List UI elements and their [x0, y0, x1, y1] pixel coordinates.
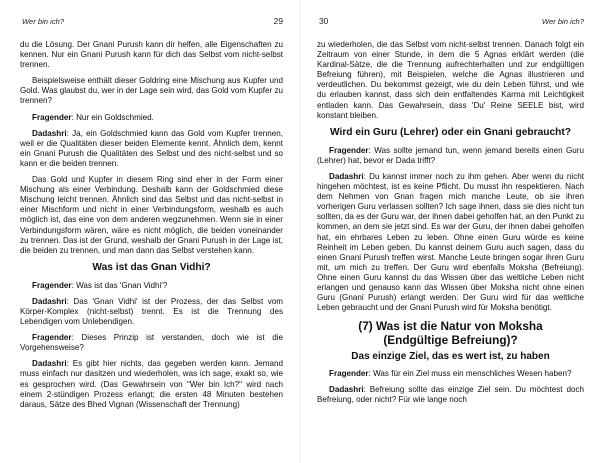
speaker-label: Dadashri: [32, 359, 67, 369]
speaker-label: Dadashri: [329, 385, 364, 395]
left-page-header: [20, 16, 283, 26]
dialogue-paragraph: [20, 359, 283, 409]
chapter-heading-line2: (Endgültige Befreiung)?: [383, 333, 518, 348]
speaker-label: Fragender: [329, 145, 369, 155]
gutter-divider: [299, 0, 300, 463]
dialogue-paragraph: [20, 281, 283, 291]
paragraph: zu wiederholen, die das Selbst vom nicht-selbst trennen. Danach folgt ein Zeitraum von einer Stunde, in dem die 5 Agnas erklärt werden (die Kardinal-Sätze, die die Trennung aufrechterhalten und zur endgültigen Befreiung führen), mit Beispielen, welche die Agnas illustrieren und verdeutlichen. Du bekommst gezeigt, wie du dein Leben führst, und wie du erlauben kannst, dass sich dein entfaltendes Karma mit Leichtigkeit entladen kann. Das Gewahrsein, dass 'Du' Reine SEELE bist, wird konstant bleiben.: [317, 40, 584, 120]
dialogue-paragraph: [317, 385, 584, 405]
chapter-heading: [317, 319, 584, 347]
right-page: [309, 0, 600, 463]
dialogue-text: : Was ist das 'Gnan Vidhi'?: [71, 280, 168, 290]
dialogue-text: : Dieses Prinzip ist verstanden, doch wie ist die Vorgehensweise?: [20, 333, 283, 353]
section-heading: Wird ein Guru (Lehrer) oder ein Gnani gebraucht?: [329, 126, 572, 138]
running-head: Wer bin ich?: [541, 17, 584, 26]
left-page: [0, 0, 293, 463]
dialogue-text: : Es gibt hier nichts, das gegeben werden kann. Jemand muss einfach nur dasitzen und wiederholen, was ich sage, exakt so, wie es gesprochen wird. (Das Gewahrsein von "Wer bin Ich?" wird nach einem 2-stündigen Prozess erlangt; die ersten 48 Minuten bestehen daraus, Sätze des Bhed Vignan (Wissenschaft der Trennung): [20, 359, 283, 409]
speaker-label: Fragender: [329, 369, 369, 379]
dialogue-text: : Das 'Gnan Vidhi' ist der Prozess, der das Selbst vom Körper-Komplex (nicht-selbst) trennt. Es ist die Trennung des Lebendigen vom Unlebendigen.: [20, 296, 283, 327]
speaker-label: Dadashri: [32, 296, 67, 306]
page-number: 30: [319, 16, 329, 26]
dialogue-paragraph: [317, 369, 584, 379]
speaker-label: Fragender: [32, 112, 72, 122]
section-heading: Was ist das Gnan Vidhi?: [92, 261, 211, 273]
dialogue-text: : Was für ein Ziel muss ein menschliches Wesen haben?: [368, 369, 572, 379]
paragraph: Beispielsweise enthält dieser Goldring eine Mischung aus Kupfer und Gold. Was glaubst du, wer in der Lage sein wird, das Gold vom Kupfer zu trennen?: [20, 76, 283, 106]
sub-heading: Das einzige Ziel, das es wert ist, zu haben: [351, 351, 550, 363]
dialogue-paragraph: [20, 333, 283, 353]
page-number: 29: [273, 16, 283, 26]
dialogue-text: : Was sollte jemand tun, wenn jemand bereits einen Guru (Lehrer) hat, bevor er Dada trifft?: [317, 145, 584, 165]
speaker-label: Dadashri: [32, 128, 67, 138]
dialogue-paragraph: [20, 129, 283, 169]
dialogue-text: : Nur ein Goldschmied.: [71, 112, 154, 122]
dialogue-text: : Du kannst immer noch zu ihm gehen. Aber wenn du nicht hingehen möchtest, ist es keine Pflicht. Du musst ihn respektieren. Nach dem Nehmen von Gnan fragen mich manche Leute, ob sie ihren vorherigen Guru verlassen sollten? Ich sage ihnen, dass sie dies nicht tun sollten, da es der Guru war, der ihnen dabei geholfen hat, an den Punkt zu kommen, an dem sie jetzt sind. Es war der Guru, der ihnen dabei geholfen hat, ein ehrbares Leben zu leben. Ohne einen Guru würde es keine Reinheit im Leben geben. Du kannst deinem Guru auch sagen, dass du einen Gnani Purush treffen wirst. Manche Leute bringen sogar ihren Guru mit, um mich zu treffen. Der Guru wird ebenfalls Moksha (Befreiung). Ohne einen Guru kannst du das Wissen über das weltliche Leben nicht erlangen und genauso kann das Wissen über Moksha nicht ohne einen Guru (Gnani Purush) erlangt werden. Der Guru wird für das weltliche Leben gebraucht und der Gnani Purush wird für Moksha benötigt.: [317, 171, 584, 313]
running-head: Wer bin ich?: [22, 17, 65, 26]
speaker-label: Dadashri: [329, 171, 364, 181]
dialogue-paragraph: [317, 146, 584, 166]
chapter-heading-line1: (7) Was ist die Natur von Moksha: [358, 319, 543, 334]
speaker-label: Fragender: [32, 280, 72, 290]
dialogue-text: : Befreiung sollte das einzige Ziel sein. Du möchtest doch Befreiung, oder nicht? Für wie lange noch: [317, 385, 584, 405]
paragraph: Das Gold und Kupfer in diesem Ring sind eher in der Form einer Mischung als einer Verbindung. Deshalb kann der Goldschmied diese Mischung leicht trennen. Ähnlich sind das Selbst und das nicht-selbst in einer Mischform und nicht in einer Verbindungsform, weshalb es auch möglich ist, das eine von dem anderen wegzunehmen. Wenn sie in einer Verbindungsform wären, wäre es nicht möglich, die beiden voneinander zu trennen. Das ist der Grund, weshalb der Gnani Purush in der Lage ist, die beiden zu trennen, und man dann das Selbst verstehen kann.: [20, 175, 283, 255]
dialogue-text: : Ja, ein Goldschmied kann das Gold vom Kupfer trennen, weil er die Qualitäten dieser beiden Elemente kennt. Ähnlich dem, kennt ein Gnani Purush die Qualitäten des Selbst und des nicht-selbst und so kann er die beiden trennen.: [20, 128, 283, 168]
speaker-label: Fragender: [32, 333, 72, 343]
dialogue-paragraph: [20, 113, 283, 123]
right-page-header: [317, 16, 584, 26]
paragraph: du die Lösung. Der Gnani Purush kann dir helfen, alle Eigenschaften zu kennen. Nur ein Gnani Purush kann für dich das Selbst vom nicht-selbst trennen.: [20, 40, 283, 70]
dialogue-paragraph: [317, 172, 584, 313]
dialogue-paragraph: [20, 297, 283, 327]
